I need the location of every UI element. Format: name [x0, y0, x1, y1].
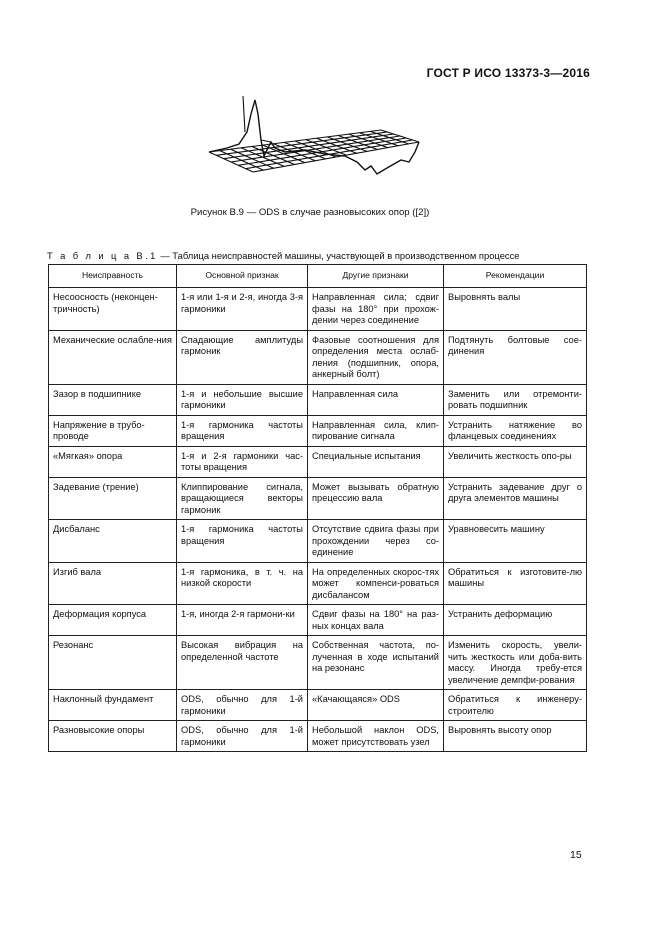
faults-table	[48, 264, 587, 752]
table-cell: 1-я гармоника частоты вращения	[177, 520, 308, 563]
table-cell: Обратиться к инженеру-строителю	[444, 690, 587, 721]
table-title-text: — Таблица неисправностей машины, участвующей в производственном процессе	[157, 250, 520, 261]
table-row	[49, 562, 587, 605]
table-cell: Уравновесить машину	[444, 520, 587, 563]
table-cell: Фазовые соотношения для определения места ослаб-ления (подшипник, опора, анкерный болт)	[308, 330, 444, 384]
table-cell: Устранить натяжение во фланцевых соединениях	[444, 415, 587, 446]
table-cell: 1-я и небольшие высшие гармоники	[177, 384, 308, 415]
table-cell: Дисбаланс	[49, 520, 177, 563]
figure-caption: Рисунок В.9 — ODS в случае разновысоких опор ([2])	[190, 207, 430, 218]
table-cell: На определенных скорос-тях может компенси-роваться дисбалансом	[308, 562, 444, 605]
table-row	[49, 520, 587, 563]
column-header: Неисправность	[49, 265, 177, 288]
table-title-lead: Т а б л и ц а В.1	[47, 250, 158, 261]
table-cell: Спадающие амплитуды гармоник	[177, 330, 308, 384]
table-cell: Зазор в подшипнике	[49, 384, 177, 415]
table-cell: Собственная частота, по-лученная в ходе испытаний на резонанс	[308, 636, 444, 690]
column-header: Основной признак	[177, 265, 308, 288]
table-cell: 1-я, иногда 2-я гармони-ки	[177, 605, 308, 636]
table-row	[49, 415, 587, 446]
table-cell: Изгиб вала	[49, 562, 177, 605]
ods-figure	[205, 92, 430, 192]
table-cell: Устранить деформацию	[444, 605, 587, 636]
table-cell: Напряжение в трубо-проводе	[49, 415, 177, 446]
table-title	[47, 250, 607, 261]
table-cell: «Качающаяся» ODS	[308, 690, 444, 721]
table-cell: Резонанс	[49, 636, 177, 690]
table-row	[49, 690, 587, 721]
table-cell: Заменить или отремонти-ровать подшипник	[444, 384, 587, 415]
table-row	[49, 605, 587, 636]
table-body	[49, 288, 587, 752]
ods-wireframe-figure	[205, 92, 430, 192]
table-row	[49, 446, 587, 477]
table-cell: Задевание (трение)	[49, 477, 177, 520]
table-cell: Обратиться к изготовите-лю машины	[444, 562, 587, 605]
table-cell: Клиппирование сигнала, вращающиеся векторы гармоник	[177, 477, 308, 520]
table-cell: Выровнять высоту опор	[444, 721, 587, 752]
table-cell: Деформация корпуса	[49, 605, 177, 636]
table-cell: Механические ослабле-ния	[49, 330, 177, 384]
column-header: Рекомендации	[444, 265, 587, 288]
table-cell: Изменить скорость, увели-чить жесткость или доба-вить массу. Иногда требу-ется увеличение демпфи-рования	[444, 636, 587, 690]
table-cell: 1-я и 2-я гармоники час-тоты вращения	[177, 446, 308, 477]
table-cell: Выровнять валы	[444, 288, 587, 331]
table-cell: ODS, обычно для 1-й гармоники	[177, 690, 308, 721]
table-row	[49, 288, 587, 331]
table-row	[49, 721, 587, 752]
table-cell: Направленная сила, клип-пирование сигнала	[308, 415, 444, 446]
table-cell: 1-я или 1-я и 2-я, иногда 3-я гармоники	[177, 288, 308, 331]
table-cell: Наклонный фундамент	[49, 690, 177, 721]
table-cell: Направленная сила; сдвиг фазы на 180° при прохож-дении через соединение	[308, 288, 444, 331]
ods-grid	[209, 130, 419, 172]
table-cell: Отсутствие сдвига фазы при прохождении через со-единение	[308, 520, 444, 563]
table-row	[49, 330, 587, 384]
table-row	[49, 477, 587, 520]
table-cell: Высокая вибрация на определенной частоте	[177, 636, 308, 690]
table-cell: ODS, обычно для 1-й гармоники	[177, 721, 308, 752]
table-cell: Устранить задевание друг о друга элементов машины	[444, 477, 587, 520]
table-header-row	[49, 265, 587, 288]
column-header: Другие признаки	[308, 265, 444, 288]
table-cell: Может вызывать обратную прецессию вала	[308, 477, 444, 520]
table-cell: «Мягкая» опора	[49, 446, 177, 477]
table-cell: Разновысокие опоры	[49, 721, 177, 752]
table-row	[49, 636, 587, 690]
table-cell: 1-я гармоника частоты вращения	[177, 415, 308, 446]
table-cell: Увеличить жесткость опо-ры	[444, 446, 587, 477]
table-cell: 1-я гармоника, в т. ч. на низкой скорости	[177, 562, 308, 605]
table-cell: Специальные испытания	[308, 446, 444, 477]
table-cell: Несоосность (неконцен-тричность)	[49, 288, 177, 331]
page-number: 15	[570, 849, 582, 861]
table-cell: Небольшой наклон ODS, может присутствовать узел	[308, 721, 444, 752]
table-cell: Сдвиг фазы на 180° на раз-ных концах вала	[308, 605, 444, 636]
table-row	[49, 384, 587, 415]
table-cell: Направленная сила	[308, 384, 444, 415]
table-cell: Подтянуть болтовые сое-динения	[444, 330, 587, 384]
standard-number: ГОСТ Р ИСО 13373-3—2016	[426, 66, 590, 80]
